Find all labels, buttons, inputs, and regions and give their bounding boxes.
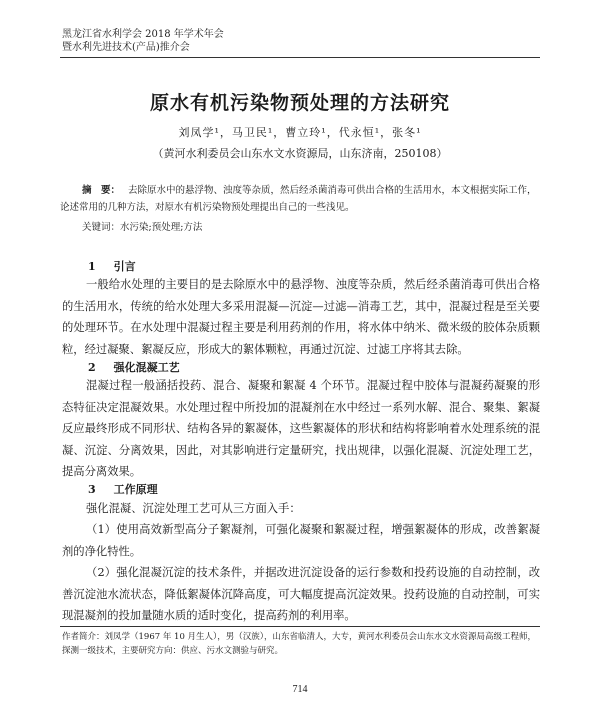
abstract <box>60 182 540 216</box>
section-title: 工作原理 <box>113 483 158 496</box>
body-paragraph: 一般给水处理的主要目的是去除原水中的悬浮物、浊度等杂质，然后经杀菌消毒可供出合格的生活用水，传统的给水处理大多采用混凝—沉淀—过滤—消毒工艺，其中，混凝过程是至关要的处理环节。在水处理中混凝过程主要是利用药剂的作用，将水体中纳米、微米级的胶体杂质颗粒，经过凝聚、絮凝反应，形成大的絮体颗粒，再通过沉淀、过滤工序将其去除。 <box>62 278 540 356</box>
section-number: 3 <box>88 483 96 496</box>
section-number: 2 <box>88 361 96 374</box>
section-heading <box>88 481 158 497</box>
header-divider <box>60 57 540 58</box>
keywords: 关键词：水污染;预处理;方法 <box>82 222 203 233</box>
authors: 刘凤学¹，马卫民¹，曹立玲¹，代永恒¹，张冬¹ <box>178 126 422 139</box>
section-heading <box>88 258 136 274</box>
body-paragraph: （2）强化混凝沉淀的技术条件，并据改进沉淀设备的运行参数和投药设施的自动控制，改善沉淀池水流状态，降低絮凝体沉降高度，可大幅度提高沉淀效果。投药设施的自动控制，可实现混凝剂的投加量随水质的适时变化，提高药剂的利用率。 <box>62 566 540 622</box>
body-paragraph: （1）使用高效新型高分子絮凝剂，可强化凝聚和絮凝过程，增强絮凝体的形成，改善絮凝剂的净化特性。 <box>62 523 540 558</box>
section-title: 强化混凝工艺 <box>113 361 180 374</box>
running-header <box>62 28 224 54</box>
footnote-divider <box>60 626 540 627</box>
section-title: 引言 <box>113 260 136 273</box>
paper-title: 原水有机污染物预处理的方法研究 <box>149 92 450 114</box>
abstract-text: 去除原水中的悬浮物、浊度等杂质，然后经杀菌消毒可供出合格的生活用水，本文根据实际工作，论述常用的几种方法，对原水有机污染物预处理提出自己的一些浅见。 <box>60 185 537 213</box>
body-paragraph: 混凝过程一般涵括投药、混合、凝聚和絮凝 4 个环节。混凝过程中胶体与混凝药凝聚的形态特征决定混凝效果。水处理过程中所投加的混凝剂在水中经过一系列水解、混合、聚集、絮凝反应最终形成不同形状、结构各异的絮凝体，这些絮凝体的形状和结构将影响着水处理系统的混凝、沉淀、分离效果，因此，对其影响进行定量研究，找出规律，以强化混凝、沉淀处理工艺，提高分离效果。 <box>62 379 540 478</box>
header-line-2: 暨水利先进技术(产品)推介会 <box>62 42 190 53</box>
abstract-label: 摘 要： <box>82 185 121 196</box>
affiliation: （黄河水利委员会山东水文水资源局，山东济南，250108） <box>152 147 448 160</box>
author-footnote: 作者简介：刘凤学（1967 年 10 月生人），男（汉族），山东省临清人，大专，黄河水利委员会山东水文水资源局高级工程师，探测一级技术，主要研究方向：供应、污水文测验与研究。 <box>62 632 537 656</box>
section-heading <box>88 359 180 375</box>
page-number: 714 <box>292 684 308 695</box>
body-paragraph: 强化混凝、沉淀处理工艺可从三方面入手： <box>86 502 301 515</box>
header-line-1: 黑龙江省水利学会 2018 年学术年会 <box>62 29 224 40</box>
section-number: 1 <box>88 260 96 273</box>
